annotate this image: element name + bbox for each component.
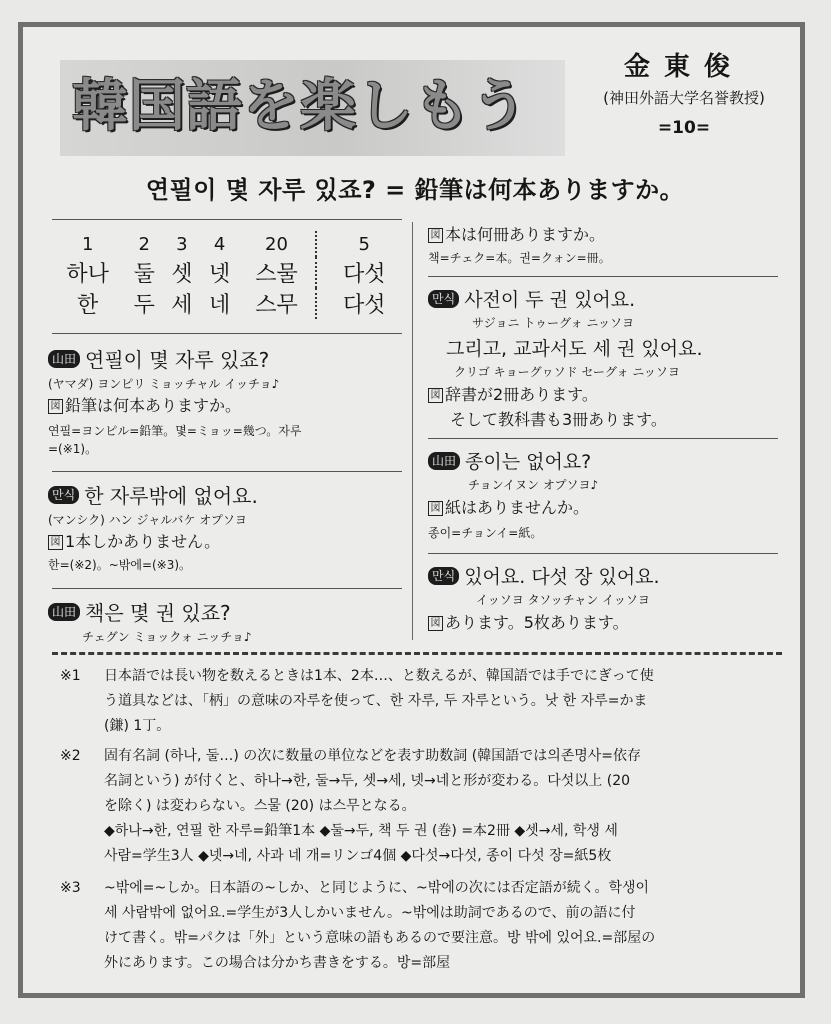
author-name: 金東俊 <box>623 52 744 82</box>
japanese-line: そして教科書も3冊あります。 <box>450 410 667 429</box>
korean-line: 있어요. 다섯 장 있어요. <box>464 566 660 588</box>
note-line: ~밖에=~しか。日本語の~しか、と同じように、~밖에の次には否定語が続く。학생이 <box>104 880 650 896</box>
korean-line: 연필이 몇 자루 있죠? <box>85 348 270 372</box>
japanese-line: 1本しかありません。 <box>65 532 221 551</box>
japanese-line: あります。5枚あります。 <box>445 613 629 632</box>
translation-mark: 図 <box>428 228 443 243</box>
vocab-line: 책=チェク=本。권=クォン=冊。 <box>428 251 611 265</box>
japanese-line: 鉛筆は何本ありますか。 <box>65 396 242 415</box>
note-line: 사람=学生3人 ◆넷→네, 사과 네 개=リンゴ4個 ◆다섯→다섯, 종이 다섯 장=紙5枚 <box>104 848 612 864</box>
author-block <box>578 46 790 138</box>
number-cell: 4 <box>213 233 226 255</box>
number-cell: 20 <box>265 233 288 255</box>
vocab-line: 연필=ヨンピル=鉛筆。몇=ミョッ=幾つ。자루 <box>48 424 302 438</box>
japanese-line: 本は何冊ありますか。 <box>445 225 606 244</box>
divider <box>52 333 402 334</box>
korean-line: 사전이 두 권 있어요. <box>464 289 636 311</box>
korean-line: 그리고, 교과서도 세 권 있어요. <box>446 338 703 360</box>
number-table <box>50 231 402 319</box>
dialogue-yamada-2-translation <box>428 222 788 267</box>
dialogue-manshik-2 <box>428 285 788 430</box>
japanese-line: 紙はありませんか。 <box>445 498 590 517</box>
translation-mark: 図 <box>48 535 63 550</box>
note-line: 세 사람밖에 없어요.=学生が3人しかいません。~밖에は助詞であるので、前の語に付 <box>104 905 636 921</box>
note-mark: ※1 <box>60 668 81 684</box>
native-form-cell: 스물 <box>255 262 298 287</box>
reading-line: チョンイヌン オプソヨ♪ <box>468 478 599 492</box>
attributive-form-cell: 세 <box>171 293 193 318</box>
divider <box>52 588 402 589</box>
dialogue-yamada-3 <box>428 447 788 542</box>
note-line: う道具などは、「柄」の意味の자루を使って、한 자루, 두 자루という。낫 한 자루=かま <box>104 693 648 709</box>
translation-mark: 図 <box>428 616 443 631</box>
divider <box>428 276 778 277</box>
reading-line: ハン ジャルバケ オプソヨ <box>108 513 247 527</box>
divider <box>428 553 778 554</box>
note-line: けて書く。밖=パクは「外」という意味の語もあるので要注意。방 밖에 있어요.=部屋の <box>104 930 656 946</box>
native-form-cell: 넷 <box>208 262 231 287</box>
attributive-form-cell: 스무 <box>255 293 298 318</box>
translation-mark: 図 <box>428 388 443 403</box>
divider <box>52 219 402 220</box>
attributive-form-cell: 두 <box>133 293 155 318</box>
speaker-reading: (マンシク) <box>48 513 105 527</box>
speaker-badge-manshik: 만식 <box>428 567 459 585</box>
reading-line: クリゴ キョーグヮソド セーグォ ニッソヨ <box>454 365 680 379</box>
note-line: 名詞という) が付くと、하나→한, 둘→두, 셋→세, 넷→네と形が変わる。다섯以上 (20 <box>104 773 631 789</box>
speaker-reading: (ヤマダ) <box>48 377 94 391</box>
note-line: (鎌) 1丁。 <box>104 718 171 734</box>
reading-line: チェグン ミョックォ ニッチョ♪ <box>82 630 252 644</box>
number-cell: 5 <box>358 233 370 255</box>
number-cell: 2 <box>138 233 150 255</box>
translation-mark: 図 <box>48 399 63 414</box>
issue-number: =10= <box>657 118 711 138</box>
notes-separator <box>52 652 782 655</box>
vocab-line: 한=(※2)。~밖에=(※3)。 <box>48 558 192 572</box>
attributive-form-cell: 다섯 <box>343 293 386 318</box>
number-cell: 1 <box>81 233 94 255</box>
dialogue-yamada-1 <box>48 344 408 458</box>
speaker-badge-yamada: 山田 <box>48 603 80 621</box>
column-title: 韓国語を楽しもう <box>72 73 528 139</box>
table-separator <box>316 231 327 257</box>
native-form-cell: 둘 <box>133 262 155 287</box>
vocab-line: 종이=チョンイ=紙。 <box>428 526 543 540</box>
table-separator <box>316 257 327 288</box>
translation-mark: 図 <box>428 501 443 516</box>
note-mark: ※3 <box>60 880 81 896</box>
attributive-form-cell: 한 <box>77 293 99 318</box>
note-line: を除く) は変わらない。스물 (20) は스무となる。 <box>104 798 416 814</box>
lesson-headline: 연필이 몇 자루 있죠? = 鉛筆は何本ありますか。 <box>145 176 685 204</box>
speaker-badge-yamada: 山田 <box>48 350 80 368</box>
speaker-badge-manshik: 만식 <box>48 486 79 504</box>
dialogue-manshik-1 <box>48 480 408 574</box>
speaker-badge-yamada: 山田 <box>428 452 460 470</box>
native-form-cell: 다섯 <box>343 262 386 287</box>
note-mark: ※2 <box>60 748 81 764</box>
native-form-cell: 하나 <box>66 262 109 287</box>
number-cell: 3 <box>176 233 188 255</box>
reading-line: ヨンピリ ミョッチャル イッチョ♪ <box>97 377 280 391</box>
column-divider <box>412 222 413 640</box>
native-form-cell: 셋 <box>171 262 193 287</box>
vocab-line: =(※1)。 <box>48 442 98 456</box>
divider <box>52 471 402 472</box>
divider <box>428 438 778 439</box>
attributive-form-cell: 네 <box>208 293 231 318</box>
korean-line: 책은 몇 권 있죠? <box>85 601 231 625</box>
korean-line: 종이는 없어요? <box>465 451 592 473</box>
dialogue-manshik-3 <box>428 562 788 633</box>
note-line: 固有名詞 (하나, 둘…) の次に数量の単位などを表す助数詞 (韓国語では의존명사=依存 <box>104 748 642 764</box>
reading-line: サジョニ トゥーグォ ニッソヨ <box>472 316 635 330</box>
dialogue-yamada-2 <box>48 597 408 645</box>
speaker-badge-manshik: 만식 <box>428 290 459 308</box>
korean-line: 한 자루밖에 없어요. <box>84 484 258 508</box>
note-line: 日本語では長い物を数えるときは1本、2本…、と数えるが、韓国語では手でにぎって使 <box>104 668 654 684</box>
japanese-line: 辞書が2冊あります。 <box>445 385 598 404</box>
reading-line: イッソヨ タソッチャン イッソヨ <box>476 593 650 607</box>
author-affiliation: (神田外語大学名誉教授) <box>603 89 765 107</box>
note-line: 外にあります。この場合は分かち書きをする。방=部屋 <box>104 955 451 971</box>
table-separator <box>316 288 327 319</box>
note-line: ◆하나→한, 연필 한 자루=鉛筆1本 ◆둘→두, 책 두 권 (巻) =本2冊 ◆셋→세, 학생 세 <box>104 823 618 839</box>
